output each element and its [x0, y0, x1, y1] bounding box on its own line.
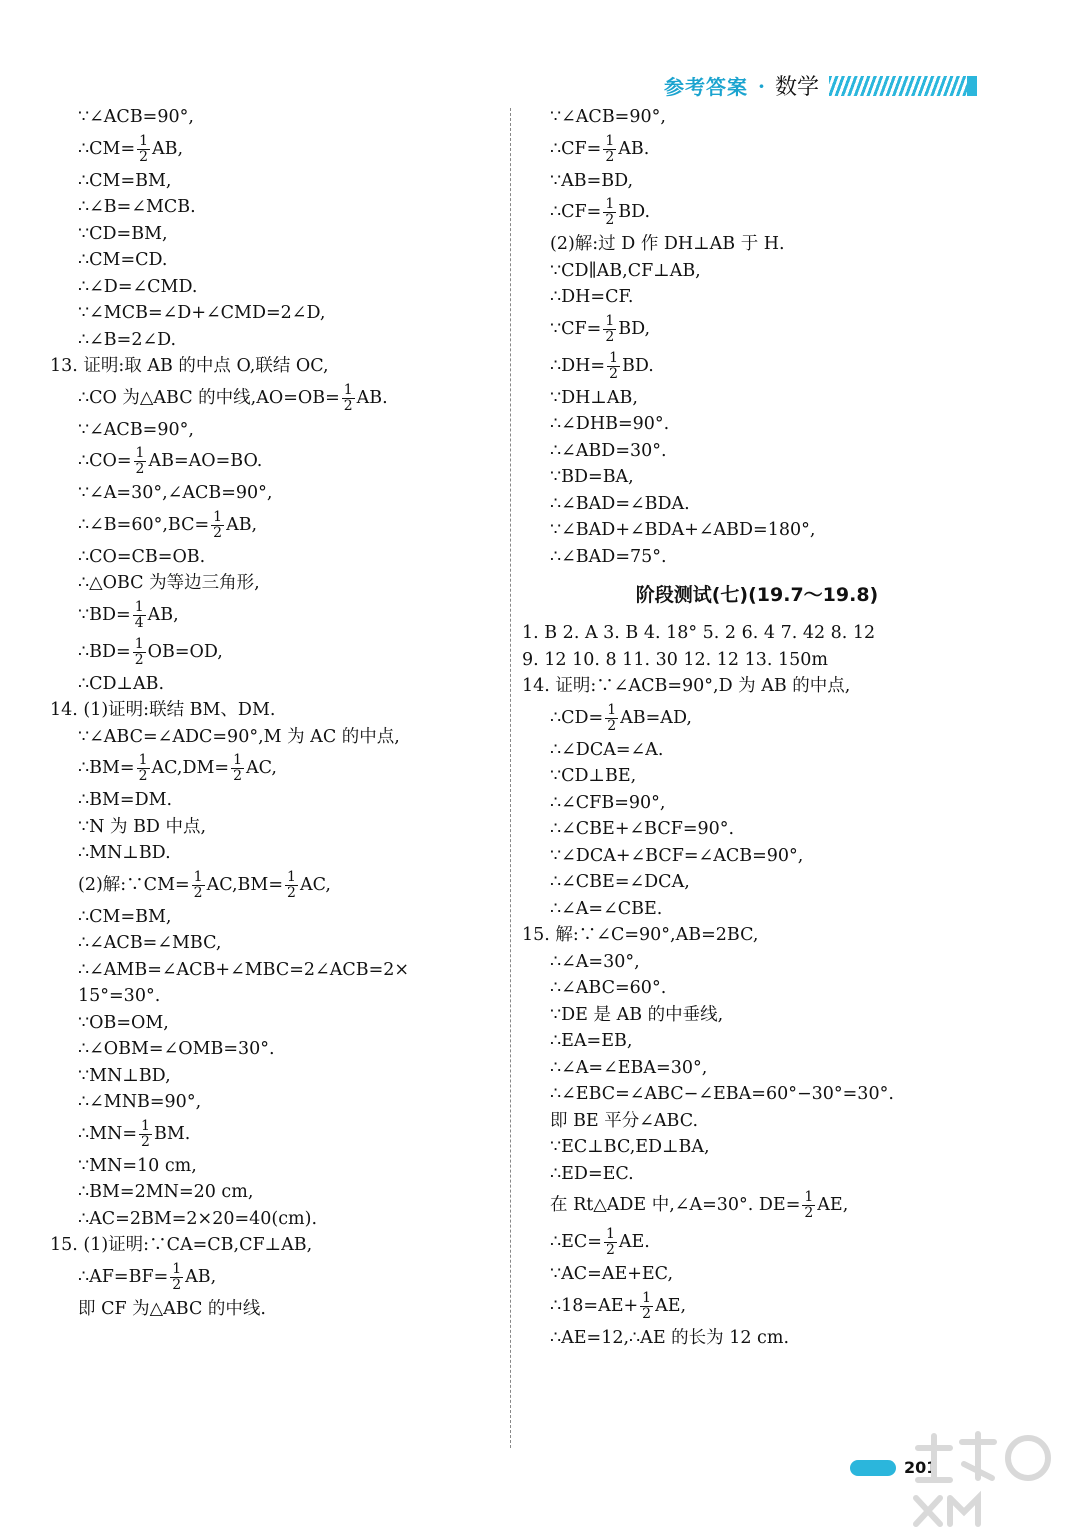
line-text: 在 Rt△ADE 中,∠A=30°. DE=: [550, 1195, 801, 1216]
line-text: 13. 证明:取 AB 的中点 O,联结 OC,: [50, 356, 329, 376]
solution-line: [522, 790, 992, 817]
solution-line: [522, 1224, 992, 1261]
solution-line: [50, 274, 502, 301]
fraction-denominator: 2: [172, 1276, 182, 1293]
solution-line: [50, 904, 502, 931]
solution-line: [50, 1063, 502, 1090]
line-text: BD,: [618, 318, 651, 339]
solution-line: [522, 673, 992, 700]
solution-line: [50, 443, 502, 480]
line-text: AE,: [655, 1295, 687, 1316]
line-text: ∵DE 是 AB 的中垂线,: [550, 1004, 724, 1025]
line-text: ∴∠D=∠CMD.: [78, 276, 198, 297]
fraction-numerator: 1: [287, 868, 296, 885]
solution-line: [522, 869, 992, 896]
solution-line: [50, 957, 502, 984]
solution-line: [50, 840, 502, 867]
line-text: 阶段测试(七)(19.7～19.8): [635, 583, 879, 606]
line-text: ∴MN=: [78, 1123, 138, 1144]
solution-line: [522, 348, 992, 385]
line-text: ∴∠A=∠EBA=30°,: [550, 1057, 708, 1078]
solution-line: [522, 491, 992, 518]
line-text: ∴∠BAD=75°.: [550, 546, 667, 567]
fraction-denominator: 2: [139, 148, 149, 165]
solution-line: [50, 327, 502, 354]
solution-line: [522, 464, 992, 491]
solution-line: [522, 1134, 992, 1161]
line-text: AC,: [299, 874, 331, 895]
solution-line: [50, 697, 502, 724]
solution-line: [50, 814, 502, 841]
line-text: ∵AB=BD,: [550, 170, 634, 191]
line-text: ∴DH=CF.: [550, 287, 634, 307]
line-text: ∴EA=EB,: [550, 1031, 633, 1051]
fraction-numerator: 1: [134, 598, 144, 615]
fraction: [640, 1291, 653, 1322]
line-text: ∵∠BAD+∠BDA+∠ABD=180°,: [550, 520, 816, 540]
line-text: ∴AE=12,∴AE 的长为 12 cm.: [550, 1327, 790, 1348]
fraction-denominator: 2: [138, 768, 148, 784]
line-text: ∵CD⊥BE,: [550, 766, 637, 786]
section-heading: [522, 570, 992, 620]
fraction-denominator: 2: [287, 884, 296, 901]
fraction-denominator: 2: [605, 148, 615, 165]
line-text: AB,: [185, 1266, 217, 1287]
fraction-numerator: 1: [605, 196, 615, 212]
solution-line: [522, 194, 992, 231]
line-text: ∴CO 为△ABC 的中线,AO=OB=: [78, 387, 340, 408]
solution-line: [522, 647, 992, 674]
solution-line: [522, 1028, 992, 1055]
solution-line: [522, 131, 992, 168]
watermark-logo-icon: [910, 1428, 1060, 1528]
line-text: ∴AC=2BM=2×20=40(cm).: [78, 1208, 318, 1229]
fraction-denominator: 2: [605, 328, 615, 345]
fraction-numerator: 1: [804, 1189, 814, 1205]
fraction-numerator: 1: [134, 635, 144, 652]
line-text: ∴∠B=∠MCB.: [78, 197, 196, 217]
fraction-numerator: 1: [607, 701, 617, 718]
fraction-numerator: 1: [609, 349, 619, 366]
solution-line: [50, 867, 502, 904]
fraction: [605, 703, 618, 734]
solution-line: [50, 168, 502, 195]
solution-line: [522, 1261, 992, 1288]
fraction-denominator: 2: [642, 1305, 652, 1322]
line-text: ∴∠MNB=90°,: [78, 1092, 202, 1112]
solution-line: [50, 1116, 502, 1153]
line-text: ∵∠DCA+∠BCF=∠ACB=90°,: [550, 845, 804, 866]
line-text: (2)解:∵CM=: [78, 874, 190, 895]
line-text: ∴CF=: [550, 138, 602, 159]
fraction-numerator: 1: [605, 312, 615, 329]
line-text: ∴∠BAD=∠BDA.: [550, 493, 690, 514]
fraction: [133, 600, 146, 631]
solution-line: [522, 620, 992, 647]
line-text: ∴BM=: [78, 758, 135, 779]
line-text: 14. (1)证明:联结 BM、DM.: [50, 700, 276, 720]
solution-line: [50, 1089, 502, 1116]
fraction: [137, 753, 150, 784]
line-text: ∴∠B=2∠D.: [78, 329, 177, 350]
solution-line: [522, 1055, 992, 1082]
solution-line: [50, 930, 502, 957]
solution-line: [50, 1010, 502, 1037]
solution-line: [50, 194, 502, 221]
line-text: ∴△OBC 为等边三角形,: [78, 573, 260, 593]
fraction: [604, 1227, 617, 1258]
fraction: [170, 1262, 183, 1293]
line-text: OB=OD,: [147, 641, 223, 662]
solution-line: [50, 1259, 502, 1296]
fraction-numerator: 1: [343, 381, 353, 398]
solution-line: [522, 700, 992, 737]
line-text: ∵∠ABC=∠ADC=90°,M 为 AC 的中点,: [78, 726, 400, 747]
solution-line: [50, 983, 502, 1010]
line-text: BM.: [153, 1123, 191, 1144]
solution-line: [50, 417, 502, 444]
solution-line: [50, 1232, 502, 1259]
fraction-denominator: 2: [607, 717, 617, 734]
solution-line: [522, 284, 992, 311]
solution-line: [522, 231, 992, 258]
fraction-numerator: 1: [233, 752, 243, 768]
line-text: ∴∠CBE+∠BCF=90°.: [550, 819, 735, 839]
line-text: ∴∠EBC=∠ABC−∠EBA=60°−30°=30°.: [550, 1084, 894, 1104]
line-text: ∴CF=: [550, 202, 602, 223]
line-text: AC,: [246, 758, 277, 779]
fraction: [603, 197, 616, 228]
fraction-denominator: 2: [609, 365, 619, 382]
fraction-numerator: 1: [141, 1117, 150, 1134]
solution-line: [50, 380, 502, 417]
line-text: ∴BM=2MN=20 cm,: [78, 1182, 254, 1202]
solution-line: [522, 1002, 992, 1029]
line-text: ∴∠A=30°,: [550, 951, 640, 972]
fraction-numerator: 1: [605, 1226, 615, 1242]
line-text: 15°=30°.: [78, 986, 161, 1006]
solution-line: [522, 438, 992, 465]
line-text: ∴MN⊥BD.: [78, 843, 171, 863]
solution-line: [522, 843, 992, 870]
line-text: ∴∠B=60°,BC=: [78, 514, 210, 535]
fraction-denominator: 2: [193, 884, 203, 901]
fraction-numerator: 1: [605, 132, 615, 149]
fraction-numerator: 1: [135, 445, 145, 461]
line-text: ∴∠AMB=∠ACB+∠MBC=2∠ACB=2×: [78, 959, 410, 980]
solution-line: [50, 570, 502, 597]
solution-line: [50, 1206, 502, 1233]
solution-line: [50, 1296, 502, 1323]
line-text: ∴CM=CD.: [78, 250, 168, 270]
line-text: ∴DH=: [550, 355, 606, 376]
solution-line: [50, 1036, 502, 1063]
solution-line: [50, 671, 502, 698]
fraction: [603, 314, 616, 345]
solution-line: [50, 247, 502, 274]
line-text: ∴CM=BM,: [78, 906, 172, 927]
fraction: [137, 134, 150, 165]
line-text: ∵EC⊥BC,ED⊥BA,: [550, 1137, 710, 1157]
line-text: BD.: [618, 202, 651, 223]
line-text: ∵MN⊥BD,: [78, 1065, 171, 1086]
line-text: ∵MN=10 cm,: [78, 1155, 197, 1176]
solution-line: [522, 922, 992, 949]
page-header: [664, 70, 977, 101]
fraction-denominator: 2: [135, 461, 145, 477]
solution-line: [50, 300, 502, 327]
line-text: 14. 证明:∵∠ACB=90°,D 为 AB 的中点,: [522, 676, 851, 696]
line-text: ∵∠ACB=90°,: [78, 419, 194, 440]
line-text: 15. (1)证明:∵CA=CB,CF⊥AB,: [50, 1235, 313, 1255]
solution-line: [50, 507, 502, 544]
solution-line: [50, 221, 502, 248]
solution-line: [50, 1153, 502, 1180]
line-text: ∴EC=: [550, 1232, 602, 1253]
line-text: 9. 12 10. 8 11. 30 12. 12 13. 150m: [522, 649, 829, 670]
page-number: 201: [904, 1458, 938, 1477]
line-text: AC,DM=: [151, 758, 230, 779]
footer-pill-decoration: [850, 1460, 896, 1476]
line-text: ∵CD∥AB,CF⊥AB,: [550, 260, 701, 281]
fraction-numerator: 1: [193, 868, 203, 885]
solution-line: [522, 1288, 992, 1325]
fraction: [134, 446, 147, 477]
fraction: [211, 510, 224, 541]
column-divider: [510, 108, 511, 1448]
line-text: 即 BE 平分∠ABC.: [550, 1110, 699, 1131]
line-text: ∴∠ABD=30°.: [550, 440, 667, 461]
line-text: 即 CF 为△ABC 的中线.: [78, 1298, 266, 1319]
right-column: [522, 104, 992, 1351]
solution-line: [522, 385, 992, 412]
line-text: AC,BM=: [206, 874, 284, 895]
solution-line: [522, 411, 992, 438]
line-text: AB,: [147, 604, 179, 625]
solution-line: [50, 787, 502, 814]
solution-line: [522, 258, 992, 285]
solution-line: [522, 311, 992, 348]
solution-line: [50, 597, 502, 634]
solution-line: [522, 1187, 992, 1224]
line-text: ∵∠A=30°,∠ACB=90°,: [78, 483, 273, 503]
solution-line: [522, 763, 992, 790]
fraction: [231, 753, 244, 784]
line-text: ∴BD=: [78, 641, 131, 662]
fraction: [603, 134, 616, 165]
line-text: ∴∠OBM=∠OMB=30°.: [78, 1039, 275, 1059]
line-text: ∴∠CBE=∠DCA,: [550, 872, 690, 892]
line-text: 15. 解:∵∠C=90°,AB=2BC,: [522, 925, 759, 945]
fraction-denominator: 4: [134, 614, 144, 631]
line-text: ∴ED=EC.: [550, 1163, 634, 1184]
line-text: ∴18=AE+: [550, 1295, 639, 1316]
line-text: ∵BD=BA,: [550, 467, 634, 487]
solution-line: [50, 131, 502, 168]
header-subject: 数学: [774, 75, 819, 100]
solution-line: [522, 949, 992, 976]
solution-line: [50, 104, 502, 131]
fraction-numerator: 1: [172, 1260, 182, 1277]
line-text: ∴∠A=∠CBE.: [550, 898, 663, 919]
fraction: [285, 870, 298, 901]
solution-line: [522, 544, 992, 571]
fraction-numerator: 1: [138, 752, 148, 768]
solution-line: [522, 1161, 992, 1188]
solution-line: [50, 1179, 502, 1206]
header-title: 参考答案: [664, 75, 749, 99]
line-text: ∴∠DCA=∠A.: [550, 739, 664, 760]
solution-line: [522, 1081, 992, 1108]
solution-line: [522, 1325, 992, 1352]
line-text: ∵∠ACB=90°,: [550, 107, 666, 127]
solution-line: [50, 750, 502, 787]
fraction-denominator: 2: [605, 1242, 615, 1258]
line-text: ∵CF=: [550, 318, 602, 339]
line-text: AE,: [817, 1195, 849, 1216]
line-text: ∴∠ABC=60°.: [550, 978, 667, 998]
solution-line: [50, 480, 502, 507]
line-text: ∴CM=BM,: [78, 170, 172, 191]
line-text: ∴AF=BF=: [78, 1266, 169, 1287]
fraction-denominator: 2: [343, 397, 353, 414]
fraction-denominator: 2: [804, 1205, 814, 1221]
solution-line: [50, 724, 502, 751]
line-text: AE.: [618, 1232, 650, 1253]
solution-line: [50, 634, 502, 671]
solution-line: [50, 353, 502, 380]
line-text: BD.: [622, 355, 654, 376]
line-text: AB,: [152, 138, 184, 159]
line-text: ∵∠ACB=90°,: [78, 107, 194, 127]
line-text: ∴∠ACB=∠MBC,: [78, 933, 222, 953]
line-text: ∴∠CFB=90°,: [550, 792, 666, 813]
fraction: [342, 383, 355, 414]
line-text: 1. B 2. A 3. B 4. 18° 5. 2 6. 4 7. 42 8. 12: [522, 623, 876, 643]
solution-line: [522, 104, 992, 131]
line-text: AB.: [618, 138, 650, 159]
fraction-denominator: 2: [605, 212, 615, 228]
fraction-numerator: 1: [213, 508, 223, 525]
line-text: ∴CD=: [550, 707, 604, 728]
solution-line: [522, 896, 992, 923]
line-text: ∵N 为 BD 中点,: [78, 816, 207, 837]
line-text: AB=AO=BO.: [148, 451, 263, 472]
line-text: AB=AD,: [620, 707, 692, 728]
fraction-denominator: 2: [213, 524, 223, 541]
line-text: AB,: [226, 514, 258, 535]
solution-line: [522, 816, 992, 843]
line-text: ∴BM=DM.: [78, 790, 173, 810]
left-column: [50, 104, 502, 1322]
solution-line: [50, 544, 502, 571]
solution-line: [522, 517, 992, 544]
fraction: [133, 637, 146, 668]
fraction-numerator: 1: [642, 1289, 652, 1306]
fraction-denominator: 2: [141, 1133, 150, 1150]
line-text: ∵AC=AE+EC,: [550, 1264, 674, 1284]
line-text: ∵DH⊥AB,: [550, 387, 638, 408]
line-text: ∴CO=CB=OB.: [78, 546, 206, 567]
header-stripes-decoration: [829, 76, 977, 96]
line-text: AB.: [356, 387, 388, 408]
solution-line: [522, 737, 992, 764]
line-text: ∵OB=OM,: [78, 1012, 169, 1033]
line-text: ∵BD=: [78, 604, 131, 625]
fraction: [139, 1119, 152, 1150]
line-text: (2)解:过 D 作 DH⊥AB 于 H.: [550, 234, 785, 254]
fraction: [192, 870, 205, 901]
header-dot: ·: [758, 73, 765, 98]
solution-line: [522, 1108, 992, 1135]
fraction-denominator: 2: [233, 768, 243, 784]
solution-line: [522, 975, 992, 1002]
fraction: [802, 1190, 815, 1221]
line-text: ∴∠DHB=90°.: [550, 414, 670, 434]
fraction-numerator: 1: [139, 132, 149, 149]
line-text: ∴CM=: [78, 138, 136, 159]
line-text: ∴CD⊥AB.: [78, 673, 165, 694]
line-text: ∵CD=BM,: [78, 223, 168, 244]
solution-line: [522, 168, 992, 195]
fraction-denominator: 2: [134, 651, 144, 668]
fraction: [607, 351, 620, 382]
line-text: ∴CO=: [78, 451, 132, 472]
line-text: ∵∠MCB=∠D+∠CMD=2∠D,: [78, 303, 326, 323]
